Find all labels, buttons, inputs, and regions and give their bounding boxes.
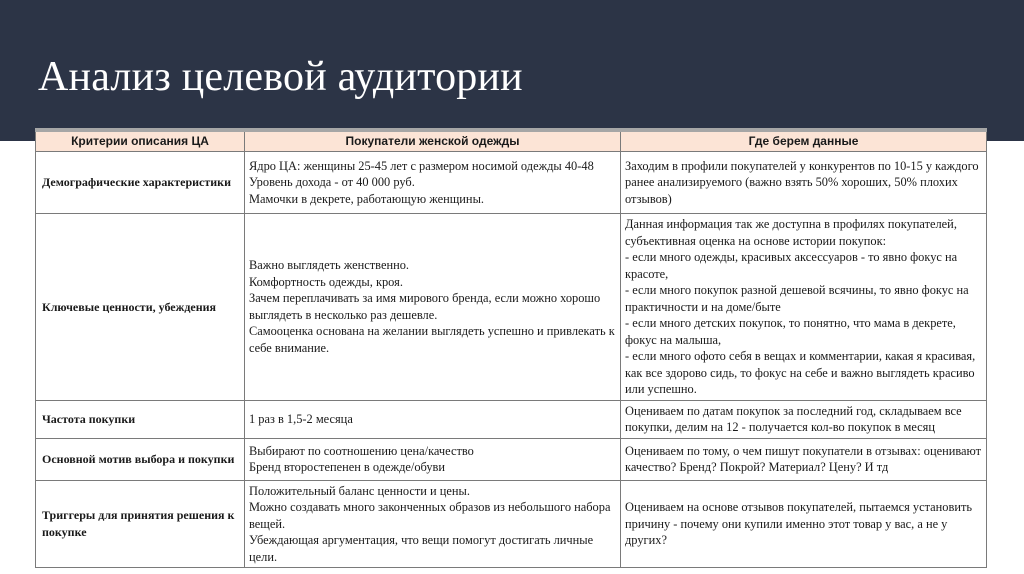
source-line: - если много одежды, красивых аксессуаров - то явно фокус на красоте, xyxy=(625,250,958,281)
row-criterion: Ключевые ценности, убеждения xyxy=(36,214,245,401)
row-source-cell xyxy=(621,214,987,401)
row-criterion: Частота покупки xyxy=(36,400,245,438)
table-row xyxy=(36,400,987,438)
row-source-cell xyxy=(621,438,987,480)
row-buyers-cell xyxy=(245,480,621,568)
title-bar xyxy=(0,0,1024,141)
table-row xyxy=(36,480,987,568)
audience-analysis-table xyxy=(35,128,987,568)
row-buyers-cell xyxy=(245,152,621,214)
row-buyers-cell xyxy=(245,438,621,480)
row-source-cell xyxy=(621,152,987,214)
table-row xyxy=(36,438,987,480)
buyers-line: Ядро ЦА: женщины 25-45 лет с размером носимой одежды 40-48 xyxy=(249,158,594,173)
buyers-line: 1 раз в 1,5-2 месяца xyxy=(249,411,353,426)
table-row xyxy=(36,214,987,401)
table-row xyxy=(36,152,987,214)
row-source-cell xyxy=(621,400,987,438)
header-criteria: Критерии описания ЦА xyxy=(36,130,245,152)
buyers-line: Положительный баланс ценности и цены. xyxy=(249,483,470,498)
slide-title: Анализ целевой аудитории xyxy=(38,54,523,100)
row-criterion: Основной мотив выбора и покупки xyxy=(36,438,245,480)
row-buyers-cell xyxy=(245,400,621,438)
source-line: - если много офото себя в вещах и комментарии, какая я красивая, как все здорово сидь, то фокус на себе и важно выглядеть красиво или успешно. xyxy=(625,349,976,396)
source-line: Оцениваем по тому, о чем пишут покупатели в отзывах: оценивают качество? Бренд? Покрой? Материал? Цену? И тд xyxy=(625,443,982,474)
buyers-line: Зачем переплачивать за имя мирового бренда, если можно хорошо выглядеть в несколько раз дешевле. xyxy=(249,291,601,322)
source-line: Заходим в профили покупателей у конкурентов по 10-15 у каждого ранее анализируемого (важно взять 50% хороших, 50% плохих отзывов) xyxy=(625,158,979,206)
buyers-line: Важно выглядеть женственно. xyxy=(249,258,410,273)
buyers-line: Можно создавать много законченных образов из небольшого набора вещей. xyxy=(249,500,611,531)
source-line: - если много покупок разной дешевой всячины, то явно фокус на практичности и на доме/быте xyxy=(625,283,969,314)
buyers-line: Уровень дохода - от 40 000 руб. xyxy=(249,175,415,190)
row-criterion: Демографические характеристики xyxy=(36,152,245,214)
header-source: Где берем данные xyxy=(621,130,987,152)
row-source-cell xyxy=(621,480,987,568)
buyers-line: Бренд второстепенен в одежде/обуви xyxy=(249,460,446,474)
source-line: - если много детских покупок, то понятно, что мама в декрете, фокус на малыша, xyxy=(625,316,956,347)
buyers-line: Комфортность одежды, кроя. xyxy=(249,274,403,289)
buyers-line: Самооценка основана на желании выглядеть успешно и привлекать к себе внимание. xyxy=(249,324,615,355)
source-line: Оцениваем на основе отзывов покупателей, пытаемся установить причину - почему они купили именно этот товар у вас, а не у других? xyxy=(625,500,973,547)
audience-table-wrapper xyxy=(35,128,986,568)
buyers-line: Выбирают по соотношению цена/качество xyxy=(249,443,474,458)
table-header-row xyxy=(36,130,987,152)
row-buyers-cell xyxy=(245,214,621,401)
row-criterion: Триггеры для принятия решения к покупке xyxy=(36,480,245,568)
buyers-line: Убеждающая аргументация, что вещи помогут достигать личные цели. xyxy=(249,533,594,564)
source-line: Данная информация так же доступна в профилях покупателей, субъективная оценка на основе истории покупок: xyxy=(625,217,957,248)
source-line: Оцениваем по датам покупок за последний год, складываем все покупки, делим на 12 - получается кол-во покупок в месяц xyxy=(625,403,962,434)
buyers-line: Мамочки в декрете, работающую женщины. xyxy=(249,191,484,206)
header-buyers: Покупатели женской одежды xyxy=(245,130,621,152)
